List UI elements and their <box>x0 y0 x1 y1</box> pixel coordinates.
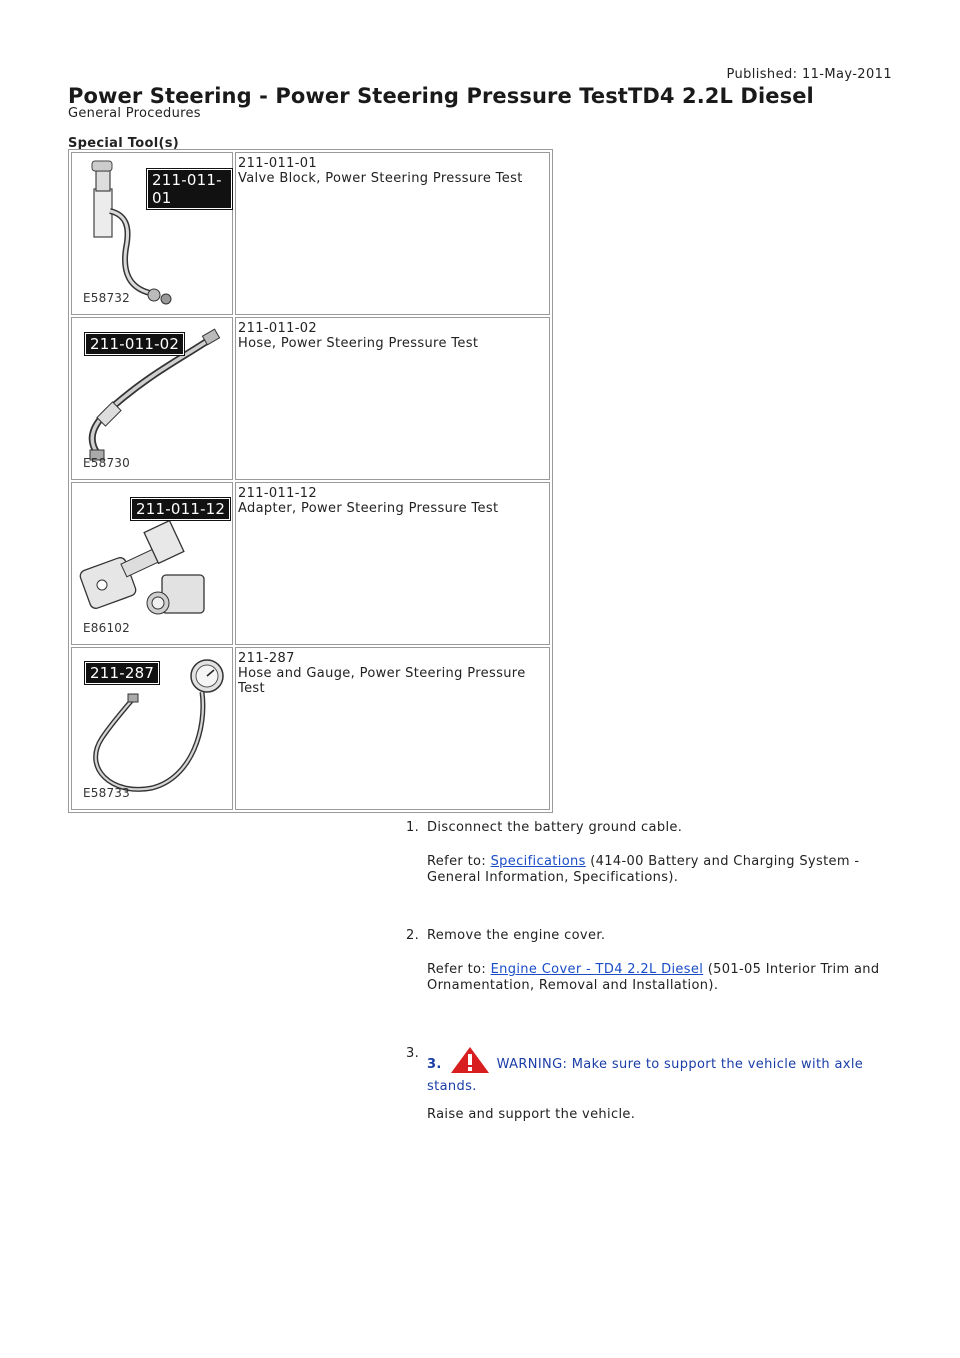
procedure-step <box>400 820 890 886</box>
tool-image-hose <box>72 318 232 476</box>
tool-image-valve-block <box>72 153 232 311</box>
tool-image-adapter <box>72 483 232 641</box>
tool-number: 211-011-12 <box>238 486 318 501</box>
tool-number: 211-287 <box>238 651 295 666</box>
tool-image-cell <box>71 647 233 810</box>
tool-text-cell <box>235 317 550 480</box>
tool-description: Adapter, Power Steering Pressure Test <box>238 501 499 516</box>
step-number: 1. <box>406 820 420 835</box>
tool-description: Hose and Gauge, Power Steering Pressure Test <box>238 666 526 696</box>
tool-number-badge: 211-287 <box>85 662 159 684</box>
step-instruction: Remove the engine cover. <box>427 928 606 943</box>
specifications-link[interactable]: Specifications <box>490 854 586 869</box>
published-date: Published: 11-May-2011 <box>726 67 892 82</box>
step-number: 3. <box>406 1046 420 1061</box>
step-instruction: Raise and support the vehicle. <box>427 1107 636 1122</box>
step-reference <box>427 962 890 994</box>
tool-number-badge: 211-011-01 <box>147 169 232 209</box>
figure-code: E58730 <box>83 456 130 470</box>
reference-prefix: Refer to: <box>427 962 487 977</box>
tool-number: 211-011-02 <box>238 321 318 336</box>
tool-image-cell <box>71 482 233 645</box>
procedure-steps <box>400 820 890 1123</box>
step-number: 2. <box>406 928 420 943</box>
tool-number-badge: 211-011-12 <box>131 498 230 520</box>
figure-code: E58732 <box>83 291 130 305</box>
engine-cover-link[interactable]: Engine Cover - TD4 2.2L Diesel <box>490 962 704 977</box>
procedure-step <box>400 1046 890 1123</box>
warning-triangle-icon <box>450 1046 490 1079</box>
step-instruction: Disconnect the battery ground cable. <box>427 820 683 835</box>
tool-row <box>71 647 550 810</box>
warning-note <box>427 1046 890 1095</box>
tool-text-cell <box>235 482 550 645</box>
figure-code: E58733 <box>83 786 130 800</box>
special-tools-table <box>68 149 553 813</box>
tool-number-badge: 211-011-02 <box>85 333 184 355</box>
warning-text: WARNING: Make sure to support the vehicle with axle stands. <box>427 1057 864 1094</box>
tool-text-cell <box>235 152 550 315</box>
reference-prefix: Refer to: <box>427 854 487 869</box>
reference-suffix: (501-05 Interior Trim and Ornamentation, Removal and Installation). <box>427 962 880 993</box>
figure-code: E86102 <box>83 621 130 635</box>
warning-label: 3. <box>427 1057 442 1072</box>
reference-suffix: (414-00 Battery and Charging System - General Information, Specifications). <box>427 854 860 885</box>
special-tools-heading: Special Tool(s) <box>68 136 179 151</box>
step-reference <box>427 854 890 886</box>
tool-number: 211-011-01 <box>238 156 318 171</box>
page-subtitle: General Procedures <box>68 106 201 121</box>
tool-image-hose-gauge <box>72 648 232 806</box>
tool-image-cell <box>71 152 233 315</box>
tool-description: Valve Block, Power Steering Pressure Test <box>238 171 523 186</box>
tool-text-cell <box>235 647 550 810</box>
tool-row <box>71 152 550 315</box>
page-title: Power Steering - Power Steering Pressure TestTD4 2.2L Diesel <box>68 84 814 108</box>
tool-row <box>71 317 550 480</box>
tool-image-cell <box>71 317 233 480</box>
tool-description: Hose, Power Steering Pressure Test <box>238 336 479 351</box>
tool-row <box>71 482 550 645</box>
procedure-step <box>400 928 890 994</box>
